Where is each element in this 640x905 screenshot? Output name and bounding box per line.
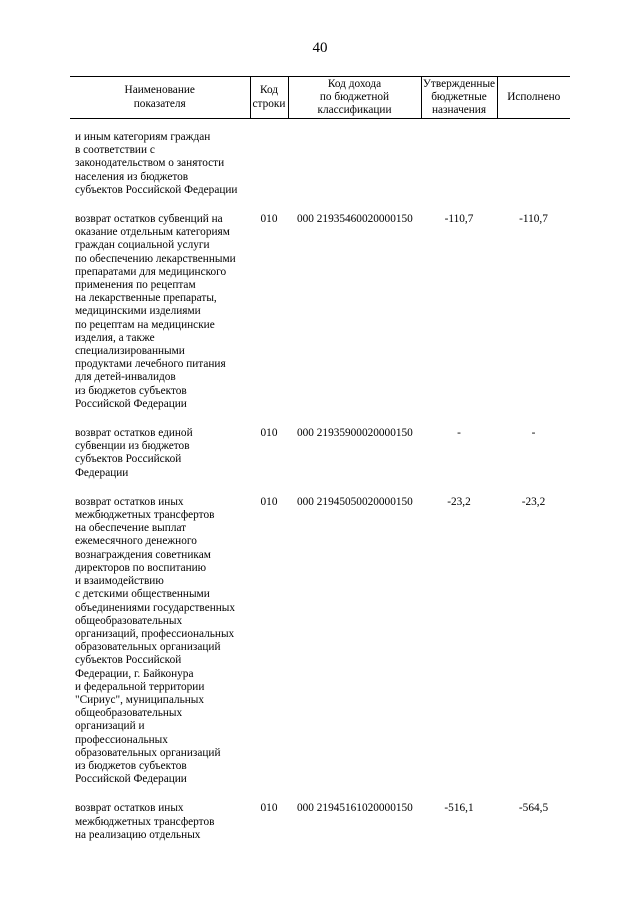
approved-budget-cell: - (457, 427, 461, 440)
text-line: Код (259, 84, 279, 97)
text-line: межбюджетных трансфертов (75, 509, 215, 522)
text-line: субъектов Российской (75, 654, 182, 667)
header-line-code (250, 77, 288, 119)
approved-budget-cell: -23,2 (447, 495, 471, 508)
text-line: изделия, а также (75, 331, 155, 344)
text-line: граждан социальной услуги (75, 239, 210, 252)
text-line: Наименование (124, 84, 195, 97)
approved-budget-cell: -110,7 (444, 213, 474, 226)
text-line: субъектов Российской Федерации (75, 183, 238, 196)
text-line: "Сириус", муниципальных (75, 693, 205, 706)
income-code-cell: 000 21945050020000150 (297, 495, 413, 508)
text-line: из бюджетов субъектов (75, 759, 187, 772)
table-row (70, 411, 570, 480)
executed-cell: -110,7 (519, 213, 548, 226)
text-line: возврат остатков иных (75, 802, 184, 815)
text-line: с детскими общественными (75, 588, 210, 601)
page-number: 40 (312, 40, 328, 56)
text-line: возврат остатков единой (75, 427, 193, 440)
table-header (70, 77, 570, 119)
header-approved-budget (421, 77, 497, 119)
table-row (70, 119, 570, 198)
header-executed (497, 77, 570, 119)
text-line: субвенции из бюджетов (75, 440, 190, 453)
approved-budget-cell: -516,1 (444, 802, 474, 815)
text-line: применения по рецептам (75, 279, 196, 292)
table-row (70, 480, 570, 786)
text-line: образовательных организаций (75, 746, 221, 759)
text-line: субъектов Российской (75, 453, 182, 466)
header-indicator-name (70, 77, 250, 119)
text-line: общеобразовательных (75, 707, 183, 720)
executed-cell (497, 119, 570, 198)
text-line: классификации (317, 104, 392, 117)
text-line: Федерации (75, 466, 129, 479)
line-code-cell (250, 119, 288, 198)
text-line: возврат остатков иных (75, 495, 184, 508)
text-line: Утвержденные (422, 77, 496, 90)
text-line: специализированными (75, 345, 185, 358)
line-code-cell: 010 (260, 495, 278, 508)
text-line: общеобразовательных (75, 614, 183, 627)
text-line: возврат остатков субвенций на (75, 213, 223, 226)
header-income-code (288, 77, 421, 119)
income-code-cell (288, 119, 421, 198)
table-row (70, 197, 570, 411)
text-line: из бюджетов субъектов (75, 384, 187, 397)
executed-cell: -23,2 (521, 495, 546, 508)
approved-budget-cell (421, 119, 497, 198)
table-row (70, 786, 570, 842)
text-line: организаций и (75, 720, 145, 733)
text-line: вознаграждения советникам (75, 548, 211, 561)
text-line: по бюджетной (319, 90, 390, 103)
text-line: на лекарственные препараты, (75, 292, 217, 305)
text-line: организаций, профессиональных (75, 627, 235, 640)
text-line: образовательных организаций (75, 641, 221, 654)
line-code-cell: 010 (260, 427, 278, 440)
text-line: показателя (133, 97, 186, 110)
income-code-cell: 000 21945161020000150 (297, 802, 413, 815)
text-line: по обеспечению лекарственными (75, 252, 236, 265)
text-line: Российской Федерации (75, 773, 187, 786)
text-line: профессиональных (75, 733, 168, 746)
executed-cell: - (531, 427, 536, 440)
budget-report-table (70, 76, 570, 842)
text-line: Федерации, г. Байконура (75, 667, 194, 680)
text-line: директоров по воспитанию (75, 561, 207, 574)
line-code-cell: 010 (260, 213, 278, 226)
text-line: на обеспечение выплат (75, 522, 187, 535)
table-body (70, 119, 570, 842)
report-table (70, 76, 570, 842)
text-line: препаратами для медицинского (75, 265, 227, 278)
text-line: объединениями государственных (75, 601, 236, 614)
text-line: межбюджетных трансфертов (75, 815, 215, 828)
text-line: населения из бюджетов (75, 170, 189, 183)
text-line: по рецептам на медицинские (75, 318, 215, 331)
text-line: в соответствии с (75, 144, 155, 157)
text-line: назначения (431, 104, 487, 117)
text-line: для детей-инвалидов (75, 371, 176, 384)
text-line: бюджетные (431, 90, 487, 103)
text-line: и федеральной территории (75, 680, 205, 693)
text-line: и взаимодействию (75, 575, 164, 588)
text-line: строки (252, 97, 286, 110)
indicator-name-cell (70, 480, 250, 786)
income-code-cell: 000 21935460020000150 (297, 213, 413, 226)
text-line: продуктами лечебного питания (75, 358, 226, 371)
indicator-name-cell (70, 197, 250, 411)
income-code-cell: 000 21935900020000150 (297, 427, 413, 440)
line-code-cell: 010 (260, 802, 278, 815)
text-line: Российской Федерации (75, 397, 187, 410)
indicator-name-cell (70, 119, 250, 198)
indicator-name-cell (70, 786, 250, 842)
text-line: законодательством о занятости (75, 157, 225, 170)
indicator-name-cell (70, 411, 250, 480)
text-line: Код дохода (327, 77, 382, 90)
text-line: и иным категориям граждан (75, 131, 211, 143)
text-line: ежемесячного денежного (75, 535, 197, 548)
text-line: медицинскими изделиями (75, 305, 201, 318)
executed-cell: -564,5 (518, 802, 549, 815)
text-line: на реализацию отдельных (75, 828, 201, 841)
text-line: оказание отдельным категориям (75, 226, 230, 239)
text-line: Исполнено (507, 90, 561, 103)
